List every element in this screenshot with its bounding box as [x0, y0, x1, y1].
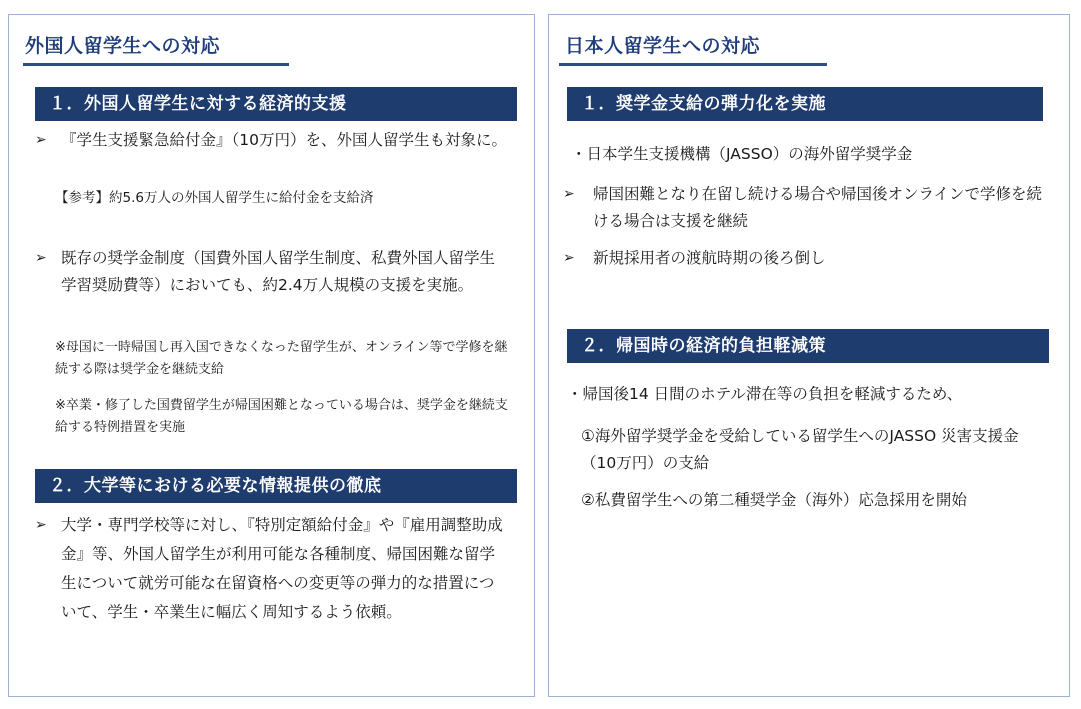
panel-title: 日本人留学生への対応 — [565, 35, 761, 57]
arrow-bullet-icon: ➢ — [35, 132, 47, 148]
bullet-text: 『学生支援緊急給付金』（10万円）を、外国人留学生も対象に。 — [61, 131, 507, 149]
section-header-scholarship-flexibility: １．奨学金支給の弾力化を実施 — [567, 87, 1043, 121]
arrow-bullet-icon: ➢ — [563, 250, 575, 266]
jasso-intro: ・日本学生支援機構（JASSO）の海外留学奨学金 — [571, 145, 913, 163]
section-header-burden-reduction: ２．帰国時の経済的負担軽減策 — [567, 329, 1049, 363]
reference-note: 【参考】約5.6万人の外国人留学生に給付金を支給済 — [55, 190, 374, 206]
title-underline — [559, 63, 827, 66]
bullet-text: 既存の奨学金制度（国費外国人留学生制度、私費外国人留学生学習奨励費等）においても、約2.4万人規模の支援を実施。 — [61, 249, 496, 294]
bullet-text: 大学・専門学校等に対し、『特別定額給付金』や『雇用調整助成金』等、外国人留学生が利用可能な各種制度、帰国困難な留学生について就労可能な在留資格への変更等の弾力的な措置について、学生・卒業生に幅広く周知するよう依頼。 — [61, 516, 503, 621]
section-header-information: ２．大学等における必要な情報提供の徹底 — [35, 469, 517, 503]
item-jasso-disaster-support: ①海外留学奨学金を受給している留学生へのJASSO 災害支援金（10万円）の支給 — [581, 427, 1019, 472]
bullet-text: 帰国困難となり在留し続ける場合や帰国後オンラインで学修を続ける場合は支援を継続 — [593, 185, 1043, 230]
note-online-study: ※母国に一時帰国し再入国できなくなった留学生が、オンライン等で学修を継続する際は奨学金を継続支給 — [55, 340, 508, 377]
return-intro: ・帰国後14 日間のホテル滞在等の負担を軽減するため、 — [567, 385, 963, 403]
note-special-measure: ※卒業・修了した国費留学生が帰国困難となっている場合は、奨学金を継続支給する特例措置を実施 — [55, 398, 508, 435]
arrow-bullet-icon: ➢ — [35, 250, 47, 266]
japanese-students-panel — [548, 14, 1070, 697]
panel-title: 外国人留学生への対応 — [25, 35, 221, 57]
arrow-bullet-icon: ➢ — [35, 517, 47, 533]
title-underline — [23, 63, 289, 66]
arrow-bullet-icon: ➢ — [563, 186, 575, 202]
foreign-students-panel — [8, 14, 535, 697]
bullet-text: 新規採用者の渡航時期の後ろ倒し — [593, 249, 826, 267]
item-emergency-adoption: ②私費留学生への第二種奨学金（海外）応急採用を開始 — [581, 491, 967, 509]
section-header-economic-support: １．外国人留学生に対する経済的支援 — [35, 87, 517, 121]
